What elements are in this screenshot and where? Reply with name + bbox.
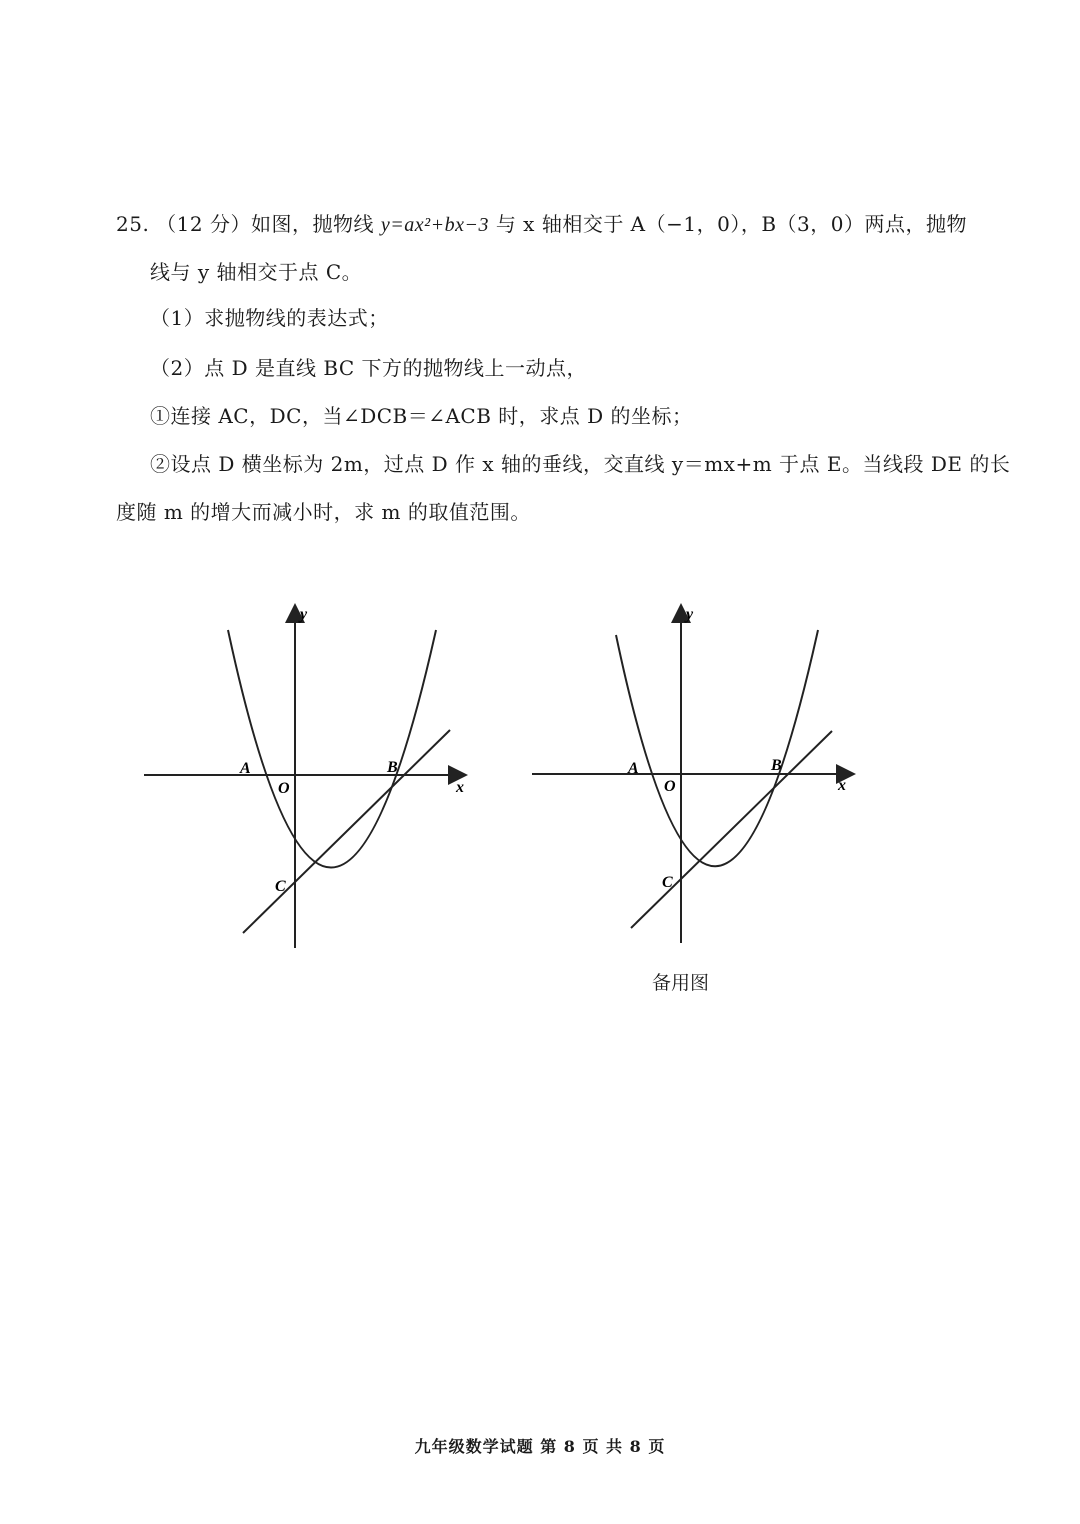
point-b-label: B bbox=[771, 757, 782, 774]
question-line-2: 线与 y 轴相交于点 C。 bbox=[150, 260, 363, 284]
question-number: 25. bbox=[116, 212, 150, 236]
x-axis-label: x bbox=[456, 779, 464, 796]
part-2: （2）点 D 是直线 BC 下方的抛物线上一动点， bbox=[150, 356, 588, 380]
question-points: （12 分） bbox=[156, 212, 251, 236]
part-2-sub-2b: 度随 m 的增大而减小时，求 m 的取值范围。 bbox=[116, 500, 531, 524]
point-c-label: C bbox=[662, 874, 673, 891]
part-2-sub-2a: ②设点 D 横坐标为 2m，过点 D 作 x 轴的垂线，交直线 y＝mx+m 于点 E。当线段 DE 的长 bbox=[150, 452, 1011, 476]
figure-main bbox=[130, 595, 470, 959]
point-a-label: A bbox=[628, 760, 639, 777]
parabola-curve bbox=[616, 630, 818, 866]
parabola-equation: y=ax²+bx−3 bbox=[380, 214, 489, 236]
backup-figure-caption: 备用图 bbox=[652, 972, 710, 994]
x-axis-label: x bbox=[838, 777, 846, 794]
figure-main-svg bbox=[130, 595, 470, 955]
line-bc bbox=[631, 731, 832, 928]
part-2-sub-1: ①连接 AC，DC，当∠DCB＝∠ACB 时，求点 D 的坐标； bbox=[150, 404, 693, 428]
intro-pre: 如图，抛物线 bbox=[250, 212, 381, 236]
page-footer: 九年级数学试题 第 8 页 共 8 页 bbox=[414, 1437, 666, 1456]
figure-backup bbox=[518, 595, 858, 959]
part-1: （1）求抛物线的表达式； bbox=[150, 306, 389, 330]
y-axis-label: y bbox=[686, 606, 694, 623]
parabola-curve bbox=[228, 630, 436, 868]
point-c-label: C bbox=[275, 878, 286, 895]
point-a-label: A bbox=[240, 760, 251, 777]
question-line-1 bbox=[116, 208, 967, 237]
origin-label: O bbox=[278, 780, 290, 797]
y-axis-label: y bbox=[300, 606, 308, 623]
line-bc bbox=[243, 730, 450, 933]
point-b-label: B bbox=[387, 759, 398, 776]
figure-backup-svg bbox=[518, 595, 858, 955]
intro-mid: 与 x 轴相交于 A（−1，0），B（3，0）两点，抛物 bbox=[488, 212, 967, 236]
origin-label: O bbox=[664, 778, 676, 795]
